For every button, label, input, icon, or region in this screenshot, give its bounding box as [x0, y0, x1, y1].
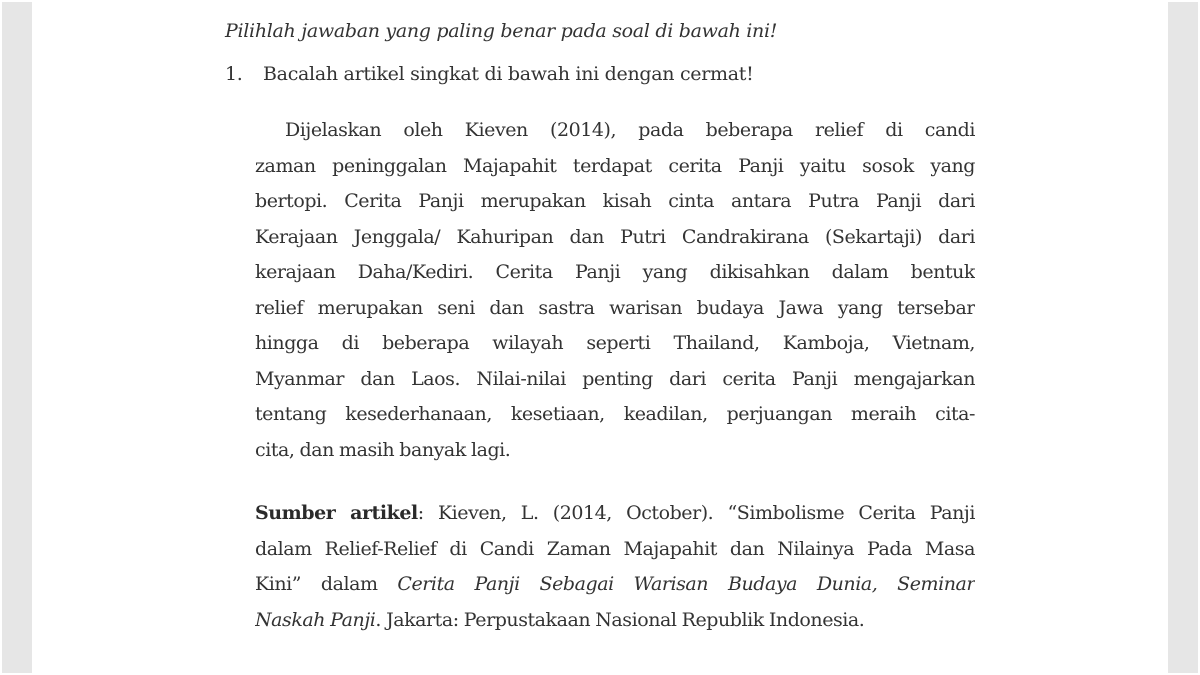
source-publication-title: Cerita Panji Sebagai Warisan Budaya Dunia, Seminar [397, 573, 975, 595]
source-text: Kini” dalam [255, 573, 398, 595]
source-publisher: . Jakarta: Perpustakaan Nasional Republik Indonesia. [375, 608, 865, 631]
source-label: Sumber artikel [255, 502, 418, 524]
article-line: relief merupakan seni dan sastra warisan budaya Jawa yang tersebar [255, 296, 975, 319]
instruction-text: Pilihlah jawaban yang paling benar pada soal di bawah ini! [225, 20, 778, 42]
source-line [255, 567, 975, 603]
article-line: zaman peninggalan Majapahit terdapat cerita Panji yaitu sosok yang [255, 154, 975, 177]
question-item [225, 57, 753, 91]
article-line: Kerajaan Jenggala/ Kahuripan dan Putri Candrakirana (Sekartaji) dari [255, 225, 975, 248]
article-line: tentang kesederhanaan, kesetiaan, keadilan, perjuangan meraih cita- [255, 403, 975, 425]
article-line: Myanmar dan Laos. Nilai-nilai penting dari cerita Panji mengajarkan [255, 367, 975, 390]
article-line: bertopi. Cerita Panji merupakan kisah cinta antara Putra Panji dari [255, 190, 975, 212]
source-publication-title: Naskah Panji [255, 608, 376, 631]
article-line: cita, dan masih banyak lagi. [255, 438, 511, 461]
article-line: Dijelaskan oleh Kieven (2014), pada beberapa relief di candi [285, 119, 975, 141]
question-number: 1. [225, 63, 243, 85]
question-text: Bacalah artikel singkat di bawah ini dengan cermat! [263, 63, 754, 85]
source-line [255, 603, 975, 639]
article-line: kerajaan Daha/Kediri. Cerita Panji yang dikisahkan dalam bentuk [255, 261, 975, 283]
source-line [255, 496, 975, 532]
article-line: hingga di beberapa wilayah seperti Thailand, Kamboja, Vietnam, [255, 332, 975, 354]
article-paragraph [255, 113, 975, 468]
source-text: : Kieven, L. (2014, October). “Simbolisme Cerita Panji [417, 502, 975, 524]
source-line: dalam Relief-Relief di Candi Zaman Majapahit dan Nilainya Pada Masa [255, 537, 975, 560]
source-citation [255, 496, 975, 638]
